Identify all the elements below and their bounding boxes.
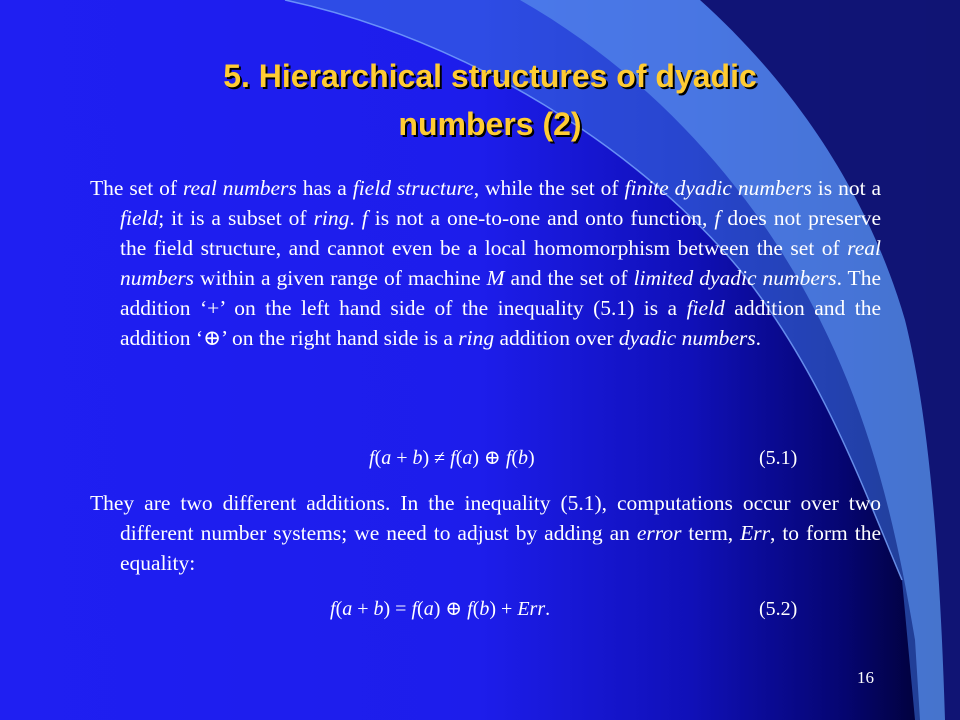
paragraph-2: They are two different additions. In the inequality (5.1), computations occur over two different number systems; we need to adjust by adding an error term, Err, to form the equality:	[90, 491, 881, 575]
equation-5-1: f(a + b) ≠ f(a) ⊕ f(b)	[369, 447, 535, 469]
title-line-1: 5. Hierarchical structures of dyadic	[223, 58, 757, 94]
slide-title	[90, 52, 890, 148]
equation-number-5-1: (5.1)	[759, 447, 798, 469]
equation-number-5-2: (5.2)	[759, 598, 798, 620]
paragraph-1: The set of real numbers has a field structure, while the set of finite dyadic numbers is not a field; it is a subset of ring. f is not a one-to-one and onto function, f does not preserve the field structure, and cannot even be a local homomorphism between the set of real numbers within a given range of machine M and the set of limited dyadic numbers. The addition ‘+’ on the left hand side of the inequality (5.1) is a field addition and the addition ‘⊕’ on the right hand side is a ring addition over dyadic numbers.	[90, 176, 881, 350]
page-number: 16	[857, 668, 874, 687]
title-line-2: numbers (2)	[398, 106, 582, 142]
equation-5-2: f(a + b) = f(a) ⊕ f(b) + Err.	[330, 598, 551, 620]
